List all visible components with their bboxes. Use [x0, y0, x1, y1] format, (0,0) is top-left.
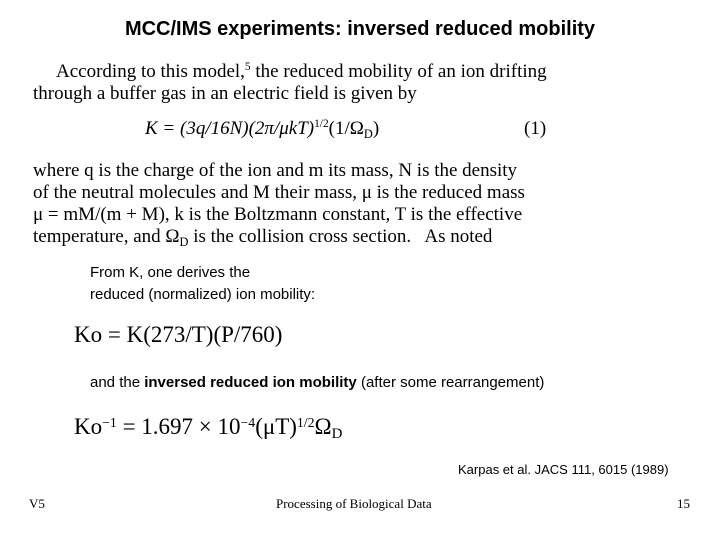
slide-title: MCC/IMS experiments: inversed reduced mobility	[124, 18, 596, 40]
inversed-text	[90, 372, 544, 394]
excerpt-line-1	[56, 61, 547, 83]
equation-1-term: (1/Ω	[328, 118, 364, 139]
excerpt-line-2: through a buffer gas in an electric field is given by	[33, 83, 417, 104]
excerpt-line-6	[33, 226, 492, 248]
excerpt-line-5: μ = mM/(m + M), k is the Boltzmann constant, T is the effective	[33, 204, 523, 225]
eq3-term: Ω	[314, 414, 332, 439]
equation-inversed-mobility	[74, 414, 342, 440]
derivation-text	[90, 262, 315, 306]
eq3-term: (μT)	[255, 414, 297, 439]
eq3-exponent: 1/2	[296, 415, 315, 430]
inversed-text-post: (after some rearrangement)	[356, 374, 545, 391]
footer-center: Processing of Biological Data	[276, 496, 432, 511]
citation: Karpas et al. JACS 111, 6015 (1989)	[458, 462, 669, 477]
equation-1	[145, 118, 379, 140]
page-number: 15	[677, 496, 690, 511]
eq3-exponent: −4	[240, 415, 256, 430]
eq3-term: = 1.697 × 10	[116, 414, 241, 439]
footer-left: V5	[29, 496, 45, 511]
excerpt-text: is the collision cross section. As noted	[188, 226, 493, 247]
omega-subscript: D	[179, 235, 189, 249]
inversed-text-pre: and the	[90, 374, 145, 391]
inversed-text-bold: inversed reduced ion mobility	[144, 374, 357, 391]
eq3-subscript: D	[331, 426, 343, 442]
reference-marker: 5	[244, 61, 251, 73]
derivation-line-2: reduced (normalized) ion mobility:	[90, 286, 316, 303]
excerpt-text: temperature, and Ω	[33, 226, 180, 247]
equation-1-number: (1)	[524, 118, 547, 139]
equation-1-main: K = (3q/16N)(2π/μkT)	[145, 118, 315, 139]
derivation-line-1: From K, one derives the	[90, 264, 251, 281]
equation-1-exponent: 1/2	[314, 118, 329, 130]
eq3-exponent: −1	[102, 415, 117, 430]
excerpt-text: the reduced mobility of an ion drifting	[250, 61, 547, 82]
equation-reduced-mobility: Ko = K(273/T)(P/760)	[74, 322, 283, 347]
eq3-term: Ko	[74, 414, 103, 439]
equation-1-subscript: D	[363, 127, 373, 141]
excerpt-line-4: of the neutral molecules and M their mass, μ is the reduced mass	[33, 182, 525, 203]
excerpt-line-3: where q is the charge of the ion and m its mass, N is the density	[33, 160, 518, 181]
equation-1-close: )	[372, 118, 380, 139]
excerpt-text: According to this model,	[56, 61, 245, 82]
